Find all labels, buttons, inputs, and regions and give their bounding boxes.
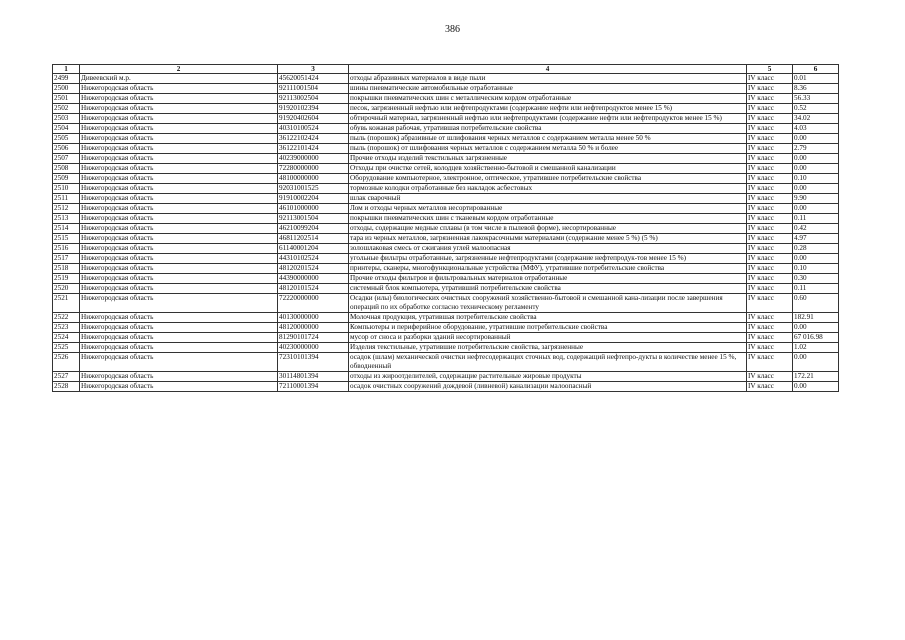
waste-code: 92113002504 bbox=[278, 94, 349, 104]
row-number: 2504 bbox=[53, 124, 80, 134]
region: Нижегородская область bbox=[80, 224, 278, 234]
row-number: 2508 bbox=[53, 164, 80, 174]
amount: 0.00 bbox=[793, 323, 839, 333]
waste-code: 92111001504 bbox=[278, 84, 349, 94]
waste-name: обтирочный материал, загрязненный нефтью или нефтепродуктами (содержание нефти или нефтепродуктов менее 15 %) bbox=[349, 114, 747, 124]
region: Нижегородская область bbox=[80, 323, 278, 333]
table-row bbox=[53, 144, 839, 154]
waste-code: 40239000000 bbox=[278, 154, 349, 164]
region: Нижегородская область bbox=[80, 264, 278, 274]
hazard-class: IV класс bbox=[747, 264, 793, 274]
table-row bbox=[53, 274, 839, 284]
table-row bbox=[53, 74, 839, 84]
waste-name: осадок (шлам) механической очистки нефтесодержащих сточных вод, содержащий нефтепро-дукты в количестве менее 15 %, обводненный bbox=[349, 353, 747, 372]
region: Нижегородская область bbox=[80, 194, 278, 204]
waste-code: 40310100524 bbox=[278, 124, 349, 134]
waste-name: Оборудование компьютерное, электронное, оптическое, утратившее потребительские свойства bbox=[349, 174, 747, 184]
waste-name: тормозные колодки отработанные без накладок асбестовых bbox=[349, 184, 747, 194]
amount: 0.10 bbox=[793, 264, 839, 274]
hazard-class: IV класс bbox=[747, 164, 793, 174]
hazard-class: IV класс bbox=[747, 382, 793, 392]
row-number: 2507 bbox=[53, 154, 80, 164]
waste-code: 91910002204 bbox=[278, 194, 349, 204]
waste-name: отходы, содержащие медные сплавы (в том числе в пылевой форме), несортированные bbox=[349, 224, 747, 234]
waste-name: Компьютеры и периферийное оборудование, утратившие потребительские свойства bbox=[349, 323, 747, 333]
amount: 0.01 bbox=[793, 74, 839, 84]
waste-name: мусор от сноса и разборки зданий несортированный bbox=[349, 333, 747, 343]
amount: 0.00 bbox=[793, 184, 839, 194]
waste-name: Молочная продукция, утратившая потребительские свойства bbox=[349, 313, 747, 323]
amount: 0.52 bbox=[793, 104, 839, 114]
waste-code: 48120000000 bbox=[278, 323, 349, 333]
amount: 0.00 bbox=[793, 204, 839, 214]
table-row bbox=[53, 294, 839, 313]
table-row bbox=[53, 154, 839, 164]
page-number: 386 bbox=[445, 24, 460, 35]
row-number: 2527 bbox=[53, 372, 80, 382]
amount: 4.97 bbox=[793, 234, 839, 244]
hazard-class: IV класс bbox=[747, 174, 793, 184]
waste-name: пыль (порошок) абразивные от шлифования черных металлов с содержанием металла менее 50 % bbox=[349, 134, 747, 144]
region: Нижегородская область bbox=[80, 134, 278, 144]
table-row bbox=[53, 333, 839, 343]
column-header: 4 bbox=[349, 65, 747, 74]
row-number: 2511 bbox=[53, 194, 80, 204]
table-row bbox=[53, 372, 839, 382]
region: Нижегородская область bbox=[80, 184, 278, 194]
table-row bbox=[53, 84, 839, 94]
waste-name: Осадки (илы) биологических очистных сооружений хозяйственно-бытовой и смешанной кана-лизации после завершения операций по их обработке согласно техническому регламенту bbox=[349, 294, 747, 313]
waste-name: Прочие отходы изделий текстильных загрязненные bbox=[349, 154, 747, 164]
amount: 182.91 bbox=[793, 313, 839, 323]
column-header: 1 bbox=[53, 65, 80, 74]
row-number: 2509 bbox=[53, 174, 80, 184]
hazard-class: IV класс bbox=[747, 84, 793, 94]
amount: 0.42 bbox=[793, 224, 839, 234]
table-row bbox=[53, 174, 839, 184]
table-row bbox=[53, 224, 839, 234]
row-number: 2523 bbox=[53, 323, 80, 333]
row-number: 2526 bbox=[53, 353, 80, 372]
table-row bbox=[53, 264, 839, 274]
waste-code: 46210099204 bbox=[278, 224, 349, 234]
hazard-class: IV класс bbox=[747, 274, 793, 284]
row-number: 2516 bbox=[53, 244, 80, 254]
waste-code: 36122101424 bbox=[278, 144, 349, 154]
table-row bbox=[53, 313, 839, 323]
waste-registry-table bbox=[52, 64, 839, 392]
hazard-class: IV класс bbox=[747, 134, 793, 144]
region: Нижегородская область bbox=[80, 164, 278, 174]
waste-code: 91920402604 bbox=[278, 114, 349, 124]
column-header: 3 bbox=[278, 65, 349, 74]
hazard-class: IV класс bbox=[747, 313, 793, 323]
row-number: 2505 bbox=[53, 134, 80, 144]
hazard-class: IV класс bbox=[747, 94, 793, 104]
amount: 9.90 bbox=[793, 194, 839, 204]
waste-code: 45620051424 bbox=[278, 74, 349, 84]
region: Нижегородская область bbox=[80, 104, 278, 114]
amount: 1.02 bbox=[793, 343, 839, 353]
row-number: 2500 bbox=[53, 84, 80, 94]
hazard-class: IV класс bbox=[747, 353, 793, 372]
amount: 172.21 bbox=[793, 372, 839, 382]
region: Нижегородская область bbox=[80, 94, 278, 104]
hazard-class: IV класс bbox=[747, 154, 793, 164]
waste-name: угольные фильтры отработанные, загрязненные нефтепродуктами (содержание нефтепродук-тов менее 15 %) bbox=[349, 254, 747, 264]
waste-code: 46811202514 bbox=[278, 234, 349, 244]
amount: 0.00 bbox=[793, 154, 839, 164]
waste-name: покрышки пневматических шин с тканевым кордом отработанные bbox=[349, 214, 747, 224]
amount: 0.11 bbox=[793, 214, 839, 224]
table-row bbox=[53, 104, 839, 114]
hazard-class: IV класс bbox=[747, 323, 793, 333]
hazard-class: IV класс bbox=[747, 194, 793, 204]
waste-code: 72110001394 bbox=[278, 382, 349, 392]
table-row bbox=[53, 353, 839, 372]
waste-name: системный блок компьютера, утративший потребительские свойства bbox=[349, 284, 747, 294]
region: Нижегородская область bbox=[80, 174, 278, 184]
waste-name: отходы абразивных материалов в виде пыли bbox=[349, 74, 747, 84]
row-number: 2510 bbox=[53, 184, 80, 194]
row-number: 2503 bbox=[53, 114, 80, 124]
waste-code: 72310101394 bbox=[278, 353, 349, 372]
region: Нижегородская область bbox=[80, 353, 278, 372]
waste-name: песок, загрязненный нефтью или нефтепродуктами (содержание нефти или нефтепродуктов менее 15 %) bbox=[349, 104, 747, 114]
row-number: 2517 bbox=[53, 254, 80, 264]
amount: 0.28 bbox=[793, 244, 839, 254]
hazard-class: IV класс bbox=[747, 214, 793, 224]
waste-code: 48100000000 bbox=[278, 174, 349, 184]
amount: 56.33 bbox=[793, 94, 839, 104]
header-row bbox=[53, 65, 839, 74]
table-row bbox=[53, 323, 839, 333]
waste-code: 91920102394 bbox=[278, 104, 349, 114]
region: Нижегородская область bbox=[80, 333, 278, 343]
hazard-class: IV класс bbox=[747, 333, 793, 343]
table-row bbox=[53, 343, 839, 353]
table-row bbox=[53, 114, 839, 124]
waste-name: обувь кожаная рабочая, утратившая потребительские свойства bbox=[349, 124, 747, 134]
table-row bbox=[53, 382, 839, 392]
waste-name: шины пневматические автомобильные отработанные bbox=[349, 84, 747, 94]
waste-name: Прочие отходы фильтров и фильтровальных материалов отработанные bbox=[349, 274, 747, 284]
hazard-class: IV класс bbox=[747, 343, 793, 353]
waste-name: золошлаковая смесь от сжигания углей малоопасная bbox=[349, 244, 747, 254]
waste-name: Изделия текстильные, утратившие потребительские свойства, загрязненные bbox=[349, 343, 747, 353]
hazard-class: IV класс bbox=[747, 74, 793, 84]
row-number: 2512 bbox=[53, 204, 80, 214]
region: Нижегородская область bbox=[80, 284, 278, 294]
row-number: 2524 bbox=[53, 333, 80, 343]
waste-code: 40230000000 bbox=[278, 343, 349, 353]
row-number: 2525 bbox=[53, 343, 80, 353]
hazard-class: IV класс bbox=[747, 372, 793, 382]
region: Нижегородская область bbox=[80, 372, 278, 382]
column-header: 5 bbox=[747, 65, 793, 74]
amount: 4.03 bbox=[793, 124, 839, 134]
region: Нижегородская область bbox=[80, 274, 278, 284]
amount: 0.11 bbox=[793, 284, 839, 294]
hazard-class: IV класс bbox=[747, 104, 793, 114]
region: Нижегородская область bbox=[80, 114, 278, 124]
hazard-class: IV класс bbox=[747, 204, 793, 214]
region: Нижегородская область bbox=[80, 124, 278, 134]
column-header: 2 bbox=[80, 65, 278, 74]
region: Дивеевский м.р. bbox=[80, 74, 278, 84]
hazard-class: IV класс bbox=[747, 224, 793, 234]
row-number: 2515 bbox=[53, 234, 80, 244]
waste-name: принтеры, сканеры, многофункциональные устройства (МФУ), утратившие потребительские свойства bbox=[349, 264, 747, 274]
hazard-class: IV класс bbox=[747, 124, 793, 134]
row-number: 2521 bbox=[53, 294, 80, 313]
waste-code: 44310102524 bbox=[278, 254, 349, 264]
hazard-class: IV класс bbox=[747, 244, 793, 254]
hazard-class: IV класс bbox=[747, 114, 793, 124]
table-row bbox=[53, 244, 839, 254]
waste-name: осадок очистных сооружений дождевой (ливневой) канализации малоопасный bbox=[349, 382, 747, 392]
waste-code: 81290101724 bbox=[278, 333, 349, 343]
waste-code: 48120201524 bbox=[278, 264, 349, 274]
waste-code: 46101000000 bbox=[278, 204, 349, 214]
region: Нижегородская область bbox=[80, 214, 278, 224]
hazard-class: IV класс bbox=[747, 254, 793, 264]
region: Нижегородская область bbox=[80, 84, 278, 94]
waste-name: отходы из жироотделителей, содержащие растительные жировые продукты bbox=[349, 372, 747, 382]
region: Нижегородская область bbox=[80, 154, 278, 164]
waste-code: 92031001525 bbox=[278, 184, 349, 194]
table-row bbox=[53, 204, 839, 214]
table-row bbox=[53, 254, 839, 264]
amount: 0.00 bbox=[793, 254, 839, 264]
waste-name: Отходы при очистке сетей, колодцев хозяйственно-бытовой и смешанной канализации bbox=[349, 164, 747, 174]
region: Нижегородская область bbox=[80, 144, 278, 154]
amount: 8.36 bbox=[793, 84, 839, 94]
waste-code: 40130000000 bbox=[278, 313, 349, 323]
amount: 0.00 bbox=[793, 164, 839, 174]
amount: 0.00 bbox=[793, 134, 839, 144]
waste-code: 72280000000 bbox=[278, 164, 349, 174]
amount: 67 016.98 bbox=[793, 333, 839, 343]
region: Нижегородская область bbox=[80, 294, 278, 313]
region: Нижегородская область bbox=[80, 343, 278, 353]
row-number: 2506 bbox=[53, 144, 80, 154]
table-row bbox=[53, 194, 839, 204]
table-row bbox=[53, 234, 839, 244]
row-number: 2522 bbox=[53, 313, 80, 323]
waste-code: 61140001204 bbox=[278, 244, 349, 254]
table-row bbox=[53, 284, 839, 294]
waste-code: 72220000000 bbox=[278, 294, 349, 313]
region: Нижегородская область bbox=[80, 234, 278, 244]
waste-code: 48120101524 bbox=[278, 284, 349, 294]
row-number: 2528 bbox=[53, 382, 80, 392]
waste-code: 44390000000 bbox=[278, 274, 349, 284]
amount: 0.30 bbox=[793, 274, 839, 284]
waste-code: 30114801394 bbox=[278, 372, 349, 382]
waste-name: покрышки пневматических шин с металлическим кордом отработанные bbox=[349, 94, 747, 104]
waste-name: тара из черных металлов, загрязненная лакокрасочными материалами (содержание менее 5 %) (5 %) bbox=[349, 234, 747, 244]
row-number: 2499 bbox=[53, 74, 80, 84]
table-row bbox=[53, 94, 839, 104]
row-number: 2502 bbox=[53, 104, 80, 114]
table-row bbox=[53, 214, 839, 224]
row-number: 2501 bbox=[53, 94, 80, 104]
amount: 0.00 bbox=[793, 353, 839, 372]
amount: 0.10 bbox=[793, 174, 839, 184]
row-number: 2518 bbox=[53, 264, 80, 274]
row-number: 2513 bbox=[53, 214, 80, 224]
region: Нижегородская область bbox=[80, 313, 278, 323]
waste-code: 92113001504 bbox=[278, 214, 349, 224]
hazard-class: IV класс bbox=[747, 234, 793, 244]
amount: 34.02 bbox=[793, 114, 839, 124]
region: Нижегородская область bbox=[80, 254, 278, 264]
waste-name: шлак сварочный bbox=[349, 194, 747, 204]
row-number: 2520 bbox=[53, 284, 80, 294]
table-row bbox=[53, 164, 839, 174]
column-header: 6 bbox=[793, 65, 839, 74]
hazard-class: IV класс bbox=[747, 294, 793, 313]
amount: 0.60 bbox=[793, 294, 839, 313]
region: Нижегородская область bbox=[80, 204, 278, 214]
waste-code: 36122102424 bbox=[278, 134, 349, 144]
table-row bbox=[53, 184, 839, 194]
waste-name: Лом и отходы черных металлов несортированные bbox=[349, 204, 747, 214]
region: Нижегородская область bbox=[80, 244, 278, 254]
row-number: 2519 bbox=[53, 274, 80, 284]
row-number: 2514 bbox=[53, 224, 80, 234]
amount: 0.00 bbox=[793, 382, 839, 392]
region: Нижегородская область bbox=[80, 382, 278, 392]
waste-name: пыль (порошок) от шлифования черных металлов с содержанием металла 50 % и более bbox=[349, 144, 747, 154]
hazard-class: IV класс bbox=[747, 184, 793, 194]
table-row bbox=[53, 134, 839, 144]
amount: 2.79 bbox=[793, 144, 839, 154]
hazard-class: IV класс bbox=[747, 284, 793, 294]
table-row bbox=[53, 124, 839, 134]
hazard-class: IV класс bbox=[747, 144, 793, 154]
